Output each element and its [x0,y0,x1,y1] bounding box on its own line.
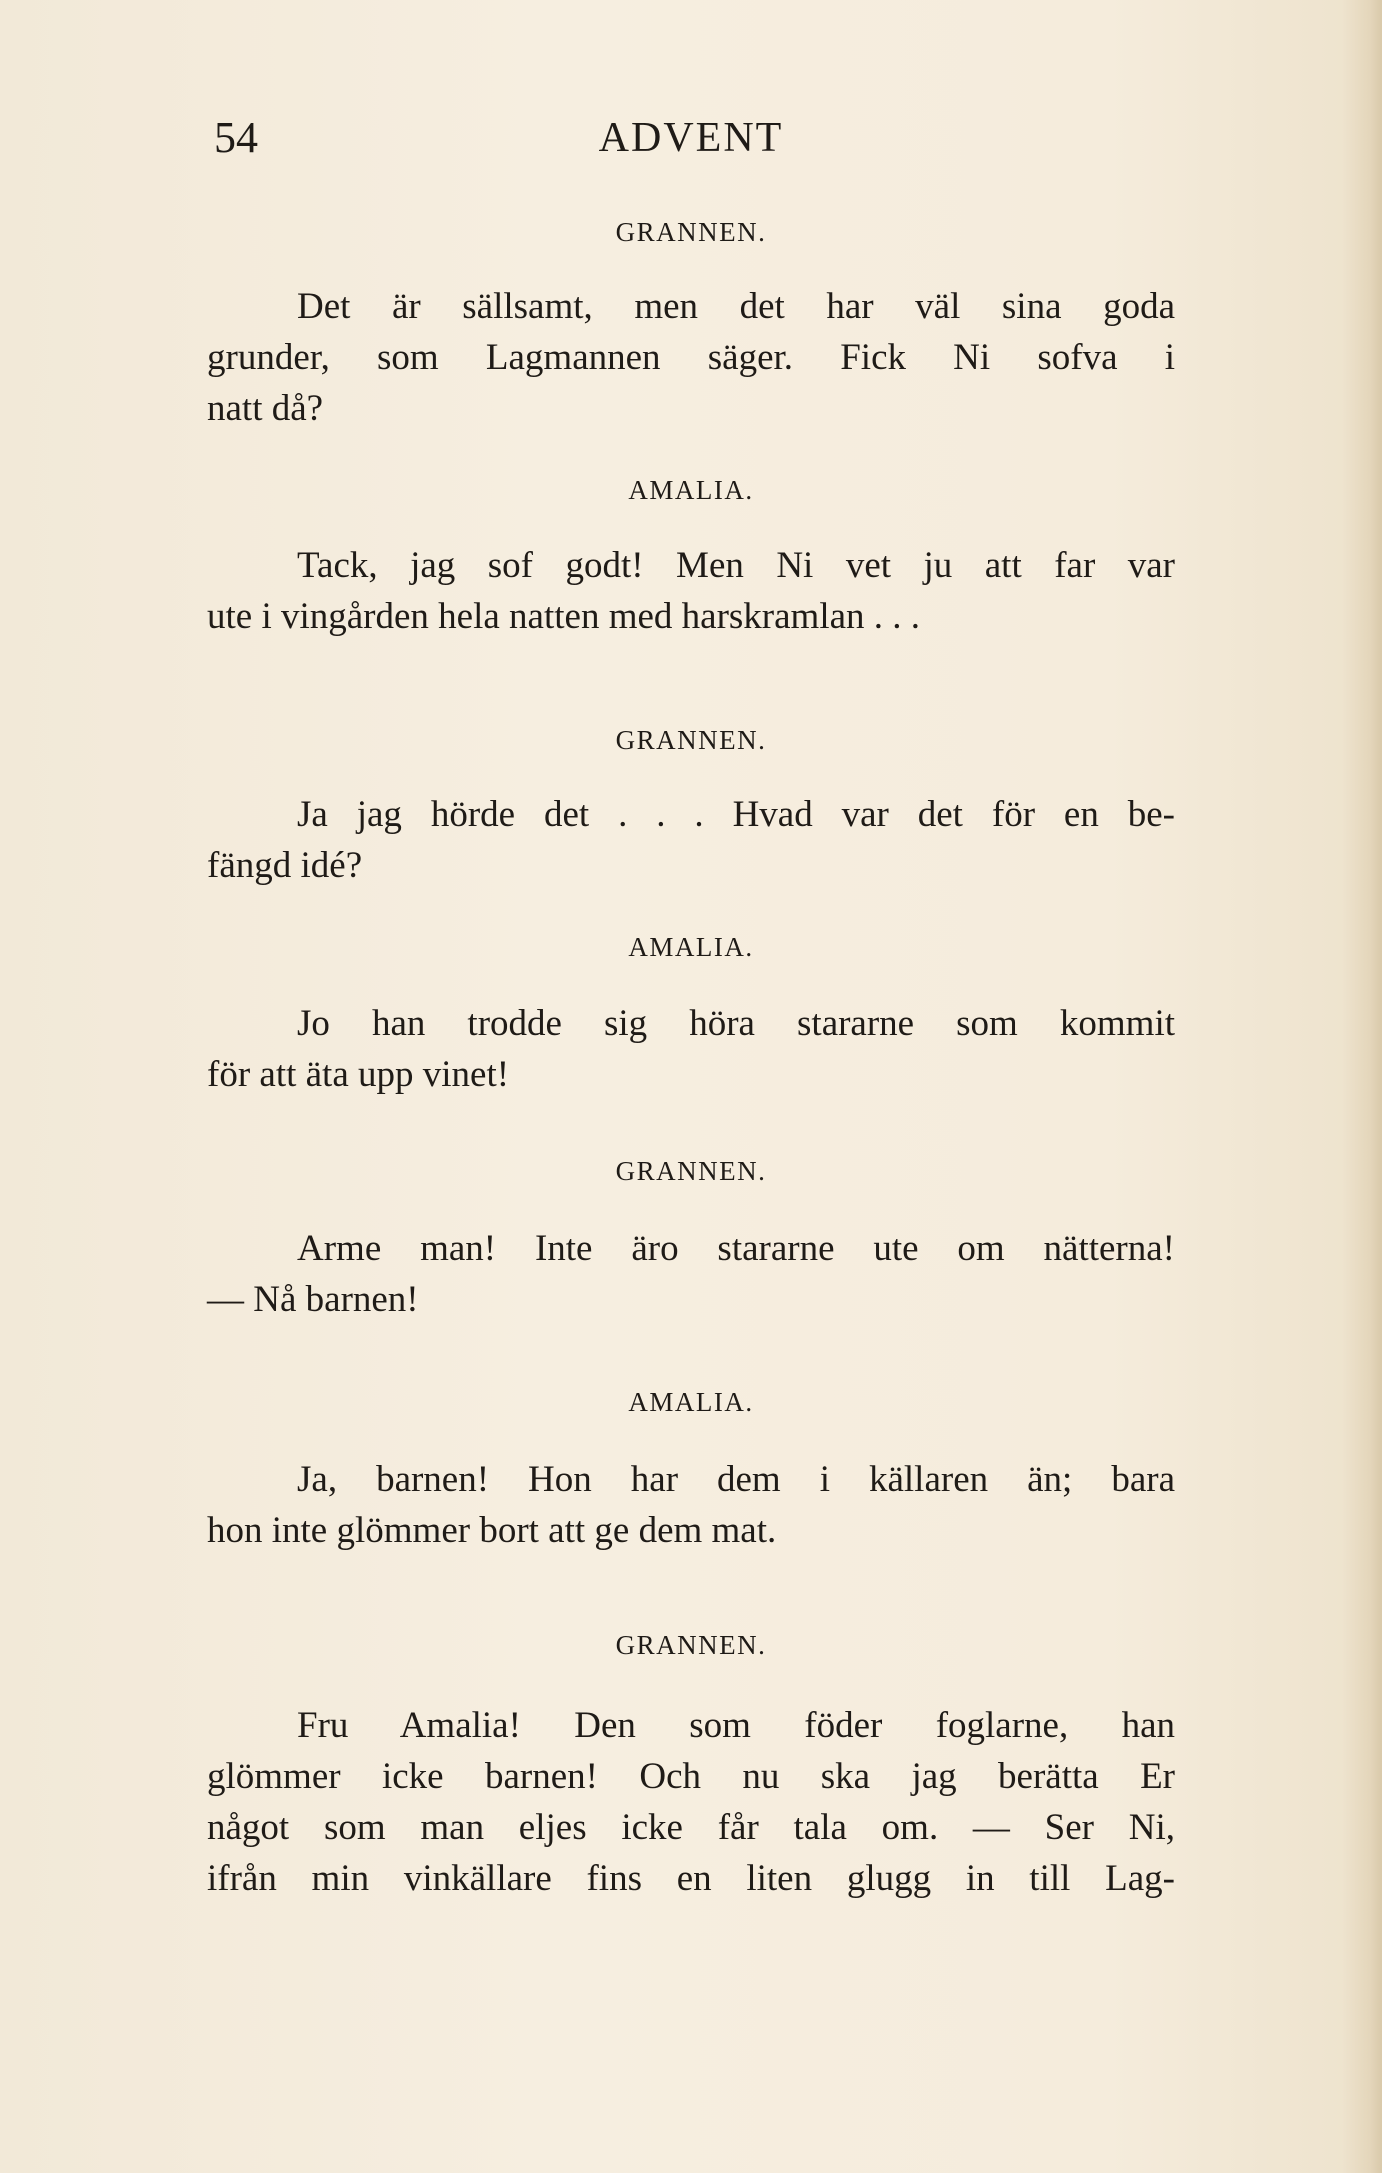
page-edge-shadow [1342,0,1382,2173]
text-line: Det är sällsamt, men det har väl sina goda [297,286,1175,327]
speaker-name: GRANNEN. [615,1156,767,1186]
dialogue-paragraph [207,1223,1175,1325]
text-line: Tack, jag sof godt! Men Ni vet ju att far var [297,545,1175,586]
text-line: något som man eljes icke får tala om. — Ser Ni, [207,1807,1175,1848]
speaker-name: GRANNEN. [615,725,767,755]
page-header [0,108,1382,168]
dialogue-paragraph [207,789,1175,891]
page-number: 54 [214,113,258,162]
text-line: grunder, som Lagmannen säger. Fick Ni sofva i [207,337,1175,378]
text-line: för att äta upp vinet! [207,1054,510,1095]
text-line: natt då? [207,388,324,429]
speaker-name: GRANNEN. [615,1630,767,1660]
text-line: — Nå barnen! [207,1279,419,1320]
text-line: Fru Amalia! Den som föder foglarne, han [297,1705,1175,1746]
speaker-name: AMALIA. [628,1387,754,1417]
text-line: Ja jag hörde det . . . Hvad var det för en be- [297,794,1175,835]
text-line: Jo han trodde sig höra stararne som kommit [297,1003,1175,1044]
dialogue-paragraph [207,281,1175,434]
text-line: Ja, barnen! Hon har dem i källaren än; bara [297,1459,1175,1500]
dialogue-paragraph [207,540,1175,642]
text-line: ifrån min vinkällare fins en liten glugg in till Lag- [207,1858,1175,1899]
text-line: ute i vingården hela natten med harskramlan . . . [207,596,921,637]
speaker-name: GRANNEN. [615,217,767,247]
text-line: fängd idé? [207,845,363,886]
speaker-name: AMALIA. [628,932,754,962]
text-line: Arme man! Inte äro stararne ute om nätterna! [297,1228,1175,1269]
text-line: hon inte glömmer bort att ge dem mat. [207,1510,777,1551]
dialogue-paragraph [207,1700,1175,1904]
speaker-name: AMALIA. [628,475,754,505]
text-line: glömmer icke barnen! Och nu ska jag berätta Er [207,1756,1175,1797]
running-title: ADVENT [598,115,784,161]
dialogue-paragraph [207,998,1175,1100]
dialogue-paragraph [207,1454,1175,1556]
